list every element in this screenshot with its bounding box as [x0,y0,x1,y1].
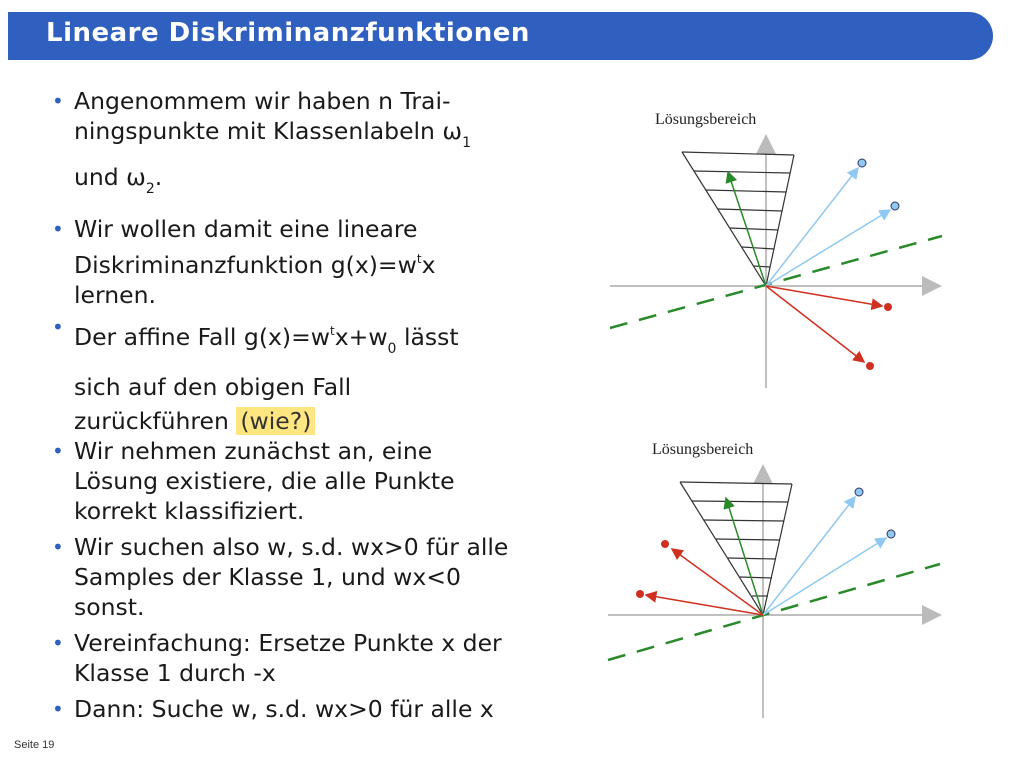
bullet-item [52,436,522,526]
class-1-point [891,202,899,210]
bullet-text: und ω [74,163,146,191]
superscript: t [416,252,422,266]
page-number: Seite 19 [14,739,55,751]
bullet-text: lernen. [74,281,156,309]
bullet-text: Der affine Fall g(x)=w [74,323,330,351]
bullet-text: Wir nehmen zunächst an, eine Lösung existiere, die alle Punkte korrekt klassifiziert. [74,437,455,525]
weight-vector-arrow [726,498,763,615]
bullet-text: lässt [396,323,459,351]
bullet-text: zurückführen [74,407,237,435]
class-2-point [884,303,892,311]
bullet-text: sich auf den obigen Fall [74,373,352,401]
class-2-negated-point [636,590,644,598]
solution-cone [682,152,794,286]
class-1-point [855,488,863,496]
class-2-vector [766,286,882,306]
bullet-dot-icon: • [52,217,64,241]
bullet-text: Dann: Suche w, s.d. wx>0 für alle x [74,695,494,723]
superscript: t [330,324,335,338]
bullet-dot-icon: • [52,697,64,721]
class-1-vector [766,210,890,286]
title-bar [8,12,993,60]
bullet-text: x+w [334,323,388,351]
class-1-vector [763,538,886,615]
region-label: Lösungsbereich [655,111,757,128]
bullet-text: Vereinfachung: Ersetze Punkte x der Klasse 1 durch -x [74,629,502,687]
bullet-list [52,86,522,724]
bullet-item [52,532,522,622]
highlighted-question: (wie?) [236,407,315,435]
bullet-dot-icon: • [52,631,64,655]
bullet-dot-icon: • [52,89,64,113]
class-2-vector [766,286,864,362]
class-2-negated-point [661,540,669,548]
bullet-dot-icon: • [52,315,64,339]
class-2-point [866,362,874,370]
bullet-item [52,312,522,436]
bullet-text: ningspunkte mit Klassenlabeln ω [74,117,463,145]
bullet-text: x [421,251,436,279]
bullet-item [52,694,522,724]
class-1-point [887,530,895,538]
bullet-item [52,86,522,208]
subscript: 2 [145,181,155,197]
bullet-dot-icon: • [52,535,64,559]
subscript: 1 [462,135,472,151]
class-1-point [858,159,866,167]
slide-title: Lineare Diskriminanzfunktionen [46,18,530,48]
bullet-text: Wir wollen damit eine lineare [74,215,418,243]
bullet-text: . [154,163,163,191]
bullet-text: Diskriminanzfunktion g(x)=w [74,251,417,279]
region-label: Lösungsbereich [652,441,754,458]
bullet-text: Wir suchen also w, s.d. wx>0 für alle Samples der Klasse 1, und wx<0 sonst. [74,533,509,621]
bullet-item [52,628,522,688]
class-2-negated-vector [646,595,763,615]
class-1-vector [766,168,858,286]
bullet-item [52,214,522,310]
subscript: 0 [387,341,397,357]
class-1-vector [763,497,855,615]
bullet-text: Angenommem wir haben n Trai- [74,87,451,115]
solution-region-diagram-top [600,100,960,400]
bullet-dot-icon: • [52,439,64,463]
decision-boundary [608,564,940,660]
solution-region-diagram-bottom [600,430,960,725]
decision-boundary [610,236,942,328]
